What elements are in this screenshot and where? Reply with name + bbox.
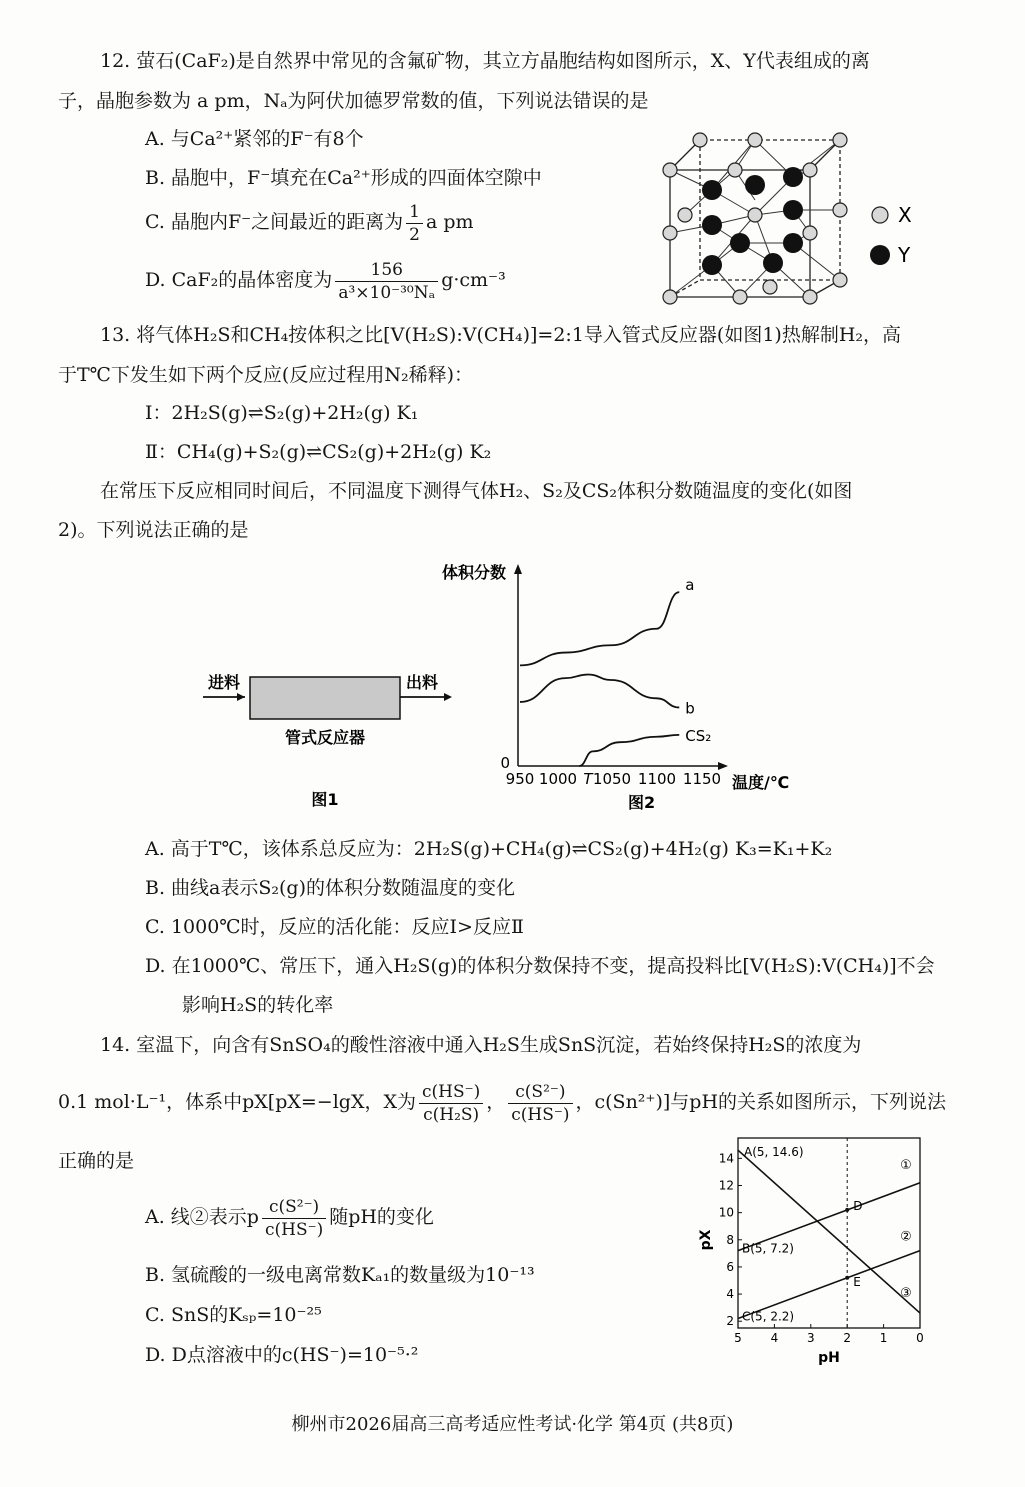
px-y-tick-label: 14: [718, 1151, 734, 1166]
fig2-y-axis-arrow: [514, 564, 522, 574]
fig2-x-tick-label: 950: [505, 770, 535, 788]
q14-option-a: [145, 1193, 434, 1241]
q13-option-b: B. 曲线a表示S₂(g)的体积分数随温度的变化: [145, 877, 515, 899]
q14-f2-den: c(HS⁻): [511, 1104, 570, 1125]
px-x-tick-label: 1: [879, 1331, 888, 1345]
q14-fraction-1: [419, 1081, 483, 1126]
q14-stem-line2-post: ，c(Sn²⁺)]与pH的关系如图所示，下列说法: [575, 1091, 947, 1113]
px-x-tick-label: 0: [916, 1331, 924, 1345]
fig2-x-tick-label: 1100: [637, 770, 677, 788]
fluorite-unit-cell-figure: [655, 125, 935, 315]
q12-option-c-text: C. 晶胞内F⁻之间最近的距离为: [145, 211, 404, 233]
px-series-label: ③: [900, 1286, 912, 1302]
q14-option-b: B. 氢硫酸的一级电离常数Kₐ₁的数量级为10⁻¹³: [145, 1264, 535, 1286]
legend-x-marker: [872, 207, 888, 223]
q13-option-c: C. 1000℃时，反应的活化能：反应Ⅰ>反应Ⅱ: [145, 916, 524, 938]
px-point-label: A(5, 14.6): [744, 1145, 804, 1160]
px-chart-frame: [738, 1138, 920, 1328]
q13-reaction-2: Ⅱ：CH₄(g)+S₂(g)⇌CS₂(g)+2H₂(g) K₂: [145, 441, 492, 463]
q12-option-c-unit: a pm: [425, 211, 474, 233]
fig2-series: [520, 576, 711, 766]
q14-separator: ，: [486, 1091, 506, 1113]
legend-y-label: Y: [898, 243, 911, 267]
q13-option-a: A. 高于T℃，该体系总反应为：2H₂S(g)+CH₄(g)⇌CS₂(g)+4H₂(g) K₃=K₁+K₂: [145, 838, 833, 860]
px-y-tick-label: 2: [726, 1314, 734, 1329]
px-series-label: ②: [900, 1229, 912, 1245]
q14-option-a-pre: A. 线②表示p: [145, 1206, 259, 1228]
px-y-tick-label: 12: [718, 1178, 734, 1193]
q13-stem-line4: 2)。下列说法正确的是: [58, 519, 249, 541]
q13-option-d: D. 在1000℃、常压下，通入H₂S(g)的体积分数保持不变，提高投料比[V(H₂S):V(CH₄)]不会: [145, 955, 935, 977]
q12-option-c: [145, 200, 474, 246]
fig2-x-axis-arrow: [718, 762, 728, 770]
px-y-tick-label: 8: [726, 1232, 734, 1247]
q14-option-c: C. SnS的Kₛₚ=10⁻²⁵: [145, 1304, 322, 1326]
px-series-line-2: [738, 1251, 920, 1319]
px-point-label: B(5, 7.2): [742, 1241, 794, 1256]
px-y-tick-label: 10: [718, 1205, 734, 1220]
px-point-label: C(5, 2.2): [742, 1309, 795, 1324]
legend-y-marker: [870, 245, 890, 265]
inlet-arrowhead: [237, 693, 245, 701]
q12-option-d-text: D. CaF₂的晶体密度为: [145, 269, 333, 291]
px-x-tick-label: 3: [806, 1331, 815, 1345]
q13-stem-line2: 于T℃下发生如下两个反应(反应过程用N₂稀释)：: [58, 364, 473, 386]
fig2-series-b: [520, 675, 679, 708]
q14-stem-line3: 正确的是: [58, 1150, 135, 1172]
px-series-line-3: [738, 1150, 920, 1313]
fig2-x-tick-label: T: [583, 770, 593, 788]
q14-stem-line1: 14. 室温下，向含有SnSO₄的酸性溶液中通入H₂S生成SnS沉淀，若始终保持H₂S的浓度为: [100, 1034, 862, 1056]
legend-x-label: X: [898, 203, 912, 227]
fig2-series-a: [520, 592, 679, 665]
px-x-axis-label: pH: [818, 1350, 840, 1366]
figure-1-reactor: [200, 665, 470, 810]
q12-option-d-den: a³×10⁻³⁰Nₐ: [338, 282, 436, 303]
px-chart-points: [742, 1145, 862, 1323]
px-x-tick-label: 2: [843, 1331, 852, 1345]
fig2-origin-label: 0: [500, 754, 510, 772]
px-y-axis-label: pX: [698, 1229, 714, 1251]
q14-fraction-2: [508, 1081, 572, 1126]
q14-f1-num: c(HS⁻): [419, 1081, 483, 1104]
q13-stem-line3: 在常压下反应相同时间后，不同温度下测得气体H₂、S₂及CS₂体积分数随温度的变化(如图: [100, 480, 853, 502]
px-series-label: ①: [900, 1157, 912, 1173]
px-x-tick-label: 5: [734, 1331, 742, 1345]
page-footer: 柳州市2026届高三高考适应性考试·化学 第4页 (共8页): [291, 1414, 734, 1435]
q12-option-c-num: 1: [406, 201, 423, 224]
q13-option-d-cont: 影响H₂S的转化率: [182, 994, 334, 1016]
fig2-x-axis-label: 温度/℃: [732, 773, 790, 792]
q12-option-d-fraction: [335, 259, 438, 304]
q14-f2-num: c(S²⁻): [508, 1081, 572, 1104]
px-point-label: E: [853, 1274, 861, 1289]
q12-stem-line1: 12. 萤石(CaF₂)是自然界中常见的含氟矿物，其立方晶胞结构如图所示，X、Y代表组成的离: [100, 50, 870, 72]
figure-2-chart: [440, 558, 800, 813]
px-point-marker: [845, 1208, 849, 1212]
q12-option-c-fraction: [406, 201, 423, 246]
outlet-label: 出料: [406, 673, 439, 692]
figure-1-caption: 图1: [311, 790, 339, 809]
px-y-tick-label: 6: [726, 1259, 734, 1274]
q12-option-a: A. 与Ca²⁺紧邻的F⁻有8个: [145, 128, 364, 150]
reactor-tube: [250, 677, 400, 719]
q14-f1-den: c(H₂S): [423, 1104, 480, 1125]
px-point-marker: [845, 1276, 849, 1280]
fig2-series-label: b: [685, 699, 695, 718]
fig2-x-ticks: [506, 770, 721, 788]
px-point-label: D: [853, 1198, 863, 1213]
fig2-x-tick-label: 1150: [682, 770, 722, 788]
figure-2-caption: 图2: [628, 793, 656, 812]
fig2-x-tick-label: 1050: [592, 770, 632, 788]
fig2-series-label: CS₂: [685, 726, 712, 745]
q13-stem-line1: 13. 将气体H₂S和CH₄按体积之比[V(H₂S):V(CH₄)]=2:1导入管式反应器(如图1)热解制H₂，高: [100, 324, 902, 346]
q12-option-d: [145, 258, 506, 304]
q14-option-a-num: c(S²⁻): [262, 1196, 326, 1219]
px-ph-chart: [700, 1130, 930, 1370]
px-x-tick-label: 4: [770, 1331, 779, 1345]
fig2-series-label: a: [685, 576, 695, 595]
q12-stem-line2: 子，晶胞参数为 a pm，Nₐ为阿伏加德罗常数的值，下列说法错误的是: [58, 90, 649, 112]
fig2-y-axis-label: 体积分数: [442, 563, 507, 582]
q12-option-c-den: 2: [409, 224, 420, 245]
q13-reaction-1: Ⅰ：2H₂S(g)⇌S₂(g)+2H₂(g) K₁: [145, 402, 419, 424]
q12-option-b: B. 晶胞中，F⁻填充在Ca²⁺形成的四面体空隙中: [145, 167, 542, 189]
inlet-label: 进料: [208, 673, 241, 692]
q12-option-d-num: 156: [335, 259, 438, 282]
q14-option-a-post: 随pH的变化: [329, 1206, 434, 1228]
fig2-x-tick-label: 1000: [538, 770, 578, 788]
px-y-tick-label: 4: [726, 1287, 734, 1302]
q14-option-a-fraction: [262, 1196, 326, 1241]
x-ions: [663, 133, 847, 304]
q14-option-a-den: c(HS⁻): [264, 1219, 324, 1240]
q12-option-d-unit: g·cm⁻³: [441, 269, 506, 291]
fig2-series-cs2: [579, 735, 679, 766]
reactor-label: 管式反应器: [284, 728, 366, 747]
q14-stem-line2: [58, 1078, 946, 1126]
px-chart-series: [738, 1150, 920, 1318]
px-series-line-1: [738, 1183, 920, 1251]
q14-stem-line2-pre: 0.1 mol·L⁻¹，体系中pX[pX=−lgX，X为: [58, 1091, 417, 1113]
q14-option-d: D. D点溶液中的c(HS⁻)=10⁻⁵·²: [145, 1344, 419, 1366]
